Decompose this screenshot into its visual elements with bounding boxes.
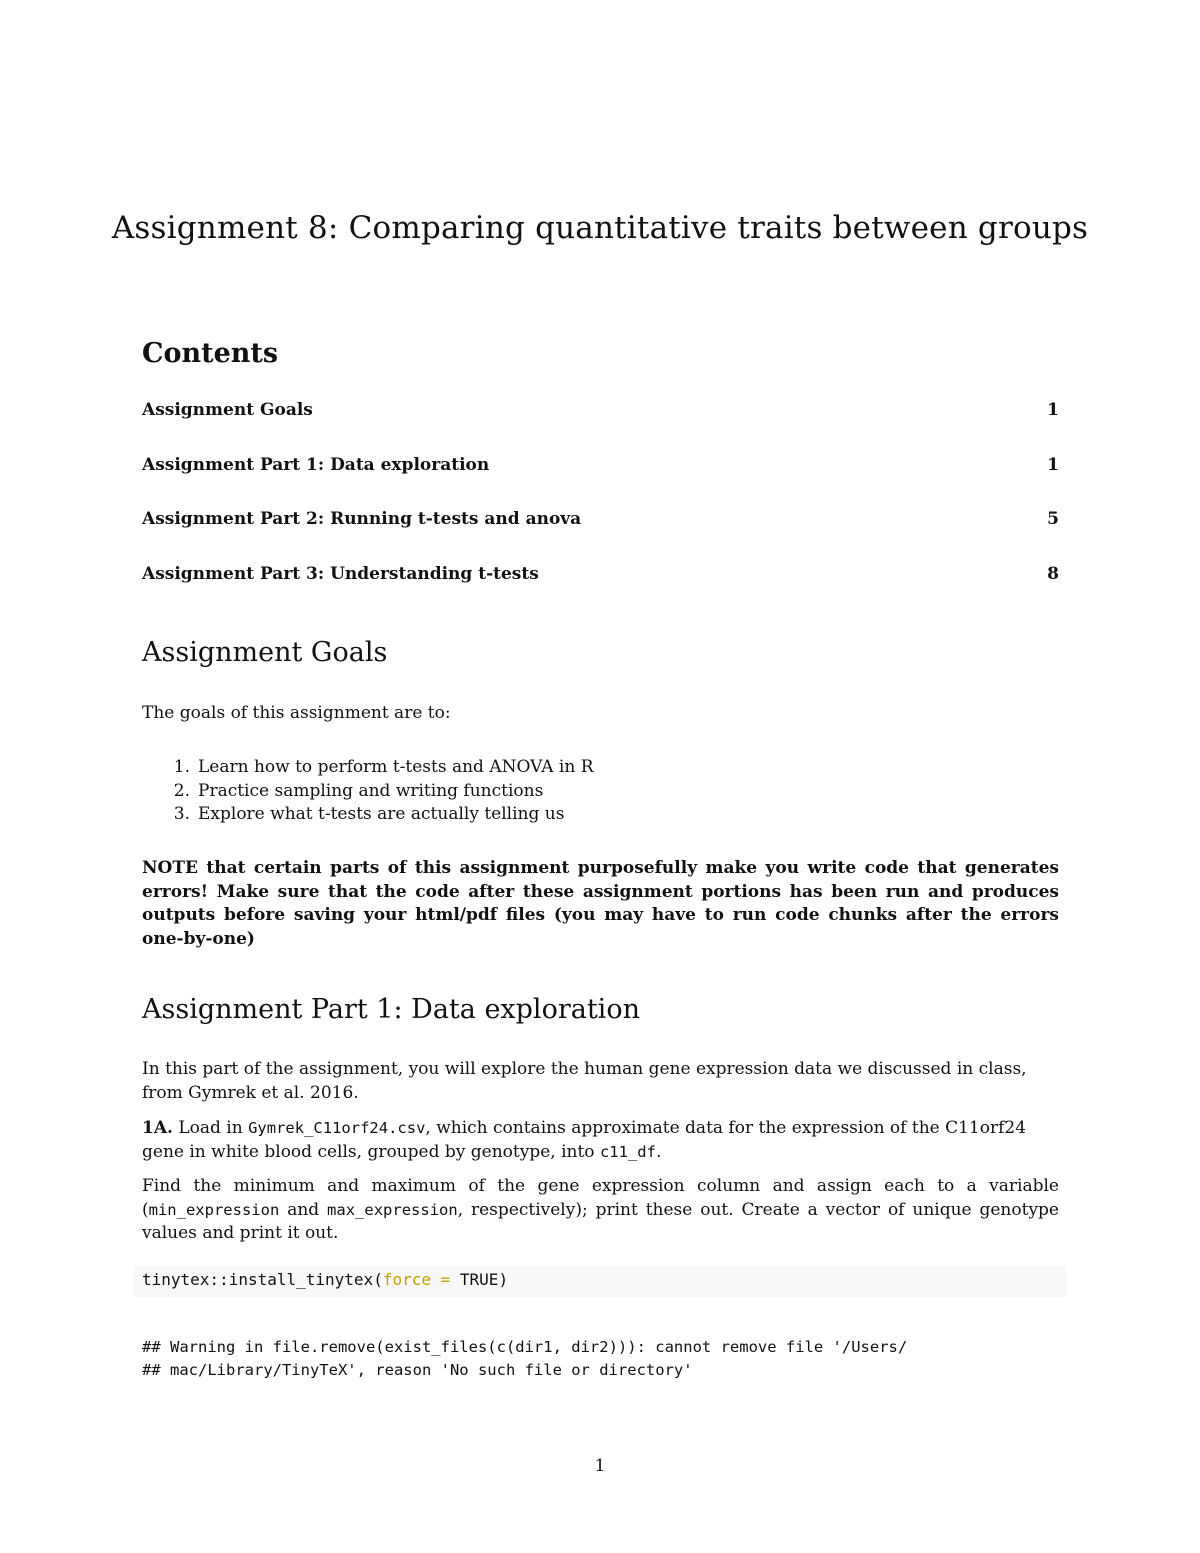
toc-entry-label: Assignment Part 2: Running t-tests and anova xyxy=(142,509,582,530)
code-argument: force xyxy=(382,1270,431,1289)
page-number: 1 xyxy=(594,1456,606,1476)
question-text: Load in xyxy=(178,1118,243,1138)
list-item xyxy=(160,780,1040,804)
note-paragraph: NOTE that certain parts of this assignment purposefully make you write code that generates errors! Make sure that the code after these assignment portions has been run and produces outputs before saving your html/pdf files (you may have to run code chunks after the errors one-by-one) xyxy=(142,858,1059,949)
list-item xyxy=(160,803,1040,827)
instruction-text: , respectively); print these out. Create a vector of unique genotype values and print it out. xyxy=(142,1199,1059,1243)
output-line: ## mac/Library/TinyTeX', reason 'No such file or directory' xyxy=(142,1361,693,1379)
toc-entry-page: 8 xyxy=(1047,563,1059,584)
question-text: . xyxy=(655,1141,662,1162)
instruction-text: and xyxy=(279,1199,328,1220)
toc-entry-label: Assignment Part 1: Data exploration xyxy=(142,454,490,475)
toc-entry-page: 1 xyxy=(1047,454,1059,475)
question-1a xyxy=(142,1117,1059,1164)
goals-list xyxy=(160,756,1040,827)
list-item-number: 2. xyxy=(173,780,190,801)
contents-heading: Contents xyxy=(142,338,279,369)
document-title: Assignment 8: Comparing quantitative traits between groups xyxy=(111,210,1089,246)
variable-name: min_expression xyxy=(148,1200,280,1219)
list-item-text: Explore what t-tests are actually telling us xyxy=(198,804,565,824)
instruction-text: Find the minimum and maximum of the gene expression column and assign each to a variable ( xyxy=(142,1176,1059,1220)
section-heading-part1: Assignment Part 1: Data exploration xyxy=(142,994,640,1025)
output-line: ## Warning in file.remove(exist_files(c(dir1, dir2))): cannot remove file '/Users/ xyxy=(142,1338,908,1356)
goals-intro: The goals of this assignment are to: xyxy=(142,703,451,723)
code-output xyxy=(142,1336,1059,1382)
list-item xyxy=(160,756,1040,780)
toc-entry-label: Assignment Part 3: Understanding t-tests xyxy=(142,563,539,584)
list-item-text: Learn how to perform t-tests and ANOVA in R xyxy=(198,757,594,777)
table-of-contents xyxy=(142,400,1059,618)
code-chunk xyxy=(134,1265,1066,1297)
list-item-number: 1. xyxy=(173,757,190,777)
list-item-number: 3. xyxy=(173,804,190,824)
toc-entry[interactable] xyxy=(142,400,1059,455)
instructions-paragraph xyxy=(142,1175,1059,1246)
toc-entry[interactable] xyxy=(142,509,1059,564)
toc-entry[interactable] xyxy=(142,455,1059,510)
file-name: Gymrek_C11orf24.csv xyxy=(248,1119,426,1137)
list-item-text: Practice sampling and writing functions xyxy=(198,780,544,801)
toc-entry[interactable] xyxy=(142,564,1059,619)
code-value: TRUE) xyxy=(459,1270,509,1289)
question-label: 1A. xyxy=(142,1118,173,1138)
question-text: , which contains approximate data for the expression of the C11orf24 gene in white blood cells, grouped by genotype, into xyxy=(142,1118,1027,1162)
toc-entry-label: Assignment Goals xyxy=(142,400,313,420)
toc-entry-page: 1 xyxy=(1047,400,1059,420)
code-function: tinytex::install_tinytex( xyxy=(142,1270,383,1289)
variable-name: c11_df xyxy=(599,1142,656,1161)
part1-intro: In this part of the assignment, you will explore the human gene expression data we discussed in class, from Gymrek et al. 2016. xyxy=(142,1059,1027,1103)
variable-name: max_expression xyxy=(327,1200,458,1219)
toc-entry-page: 5 xyxy=(1047,509,1059,530)
code-operator: = xyxy=(431,1270,460,1289)
section-heading-goals: Assignment Goals xyxy=(142,637,388,668)
